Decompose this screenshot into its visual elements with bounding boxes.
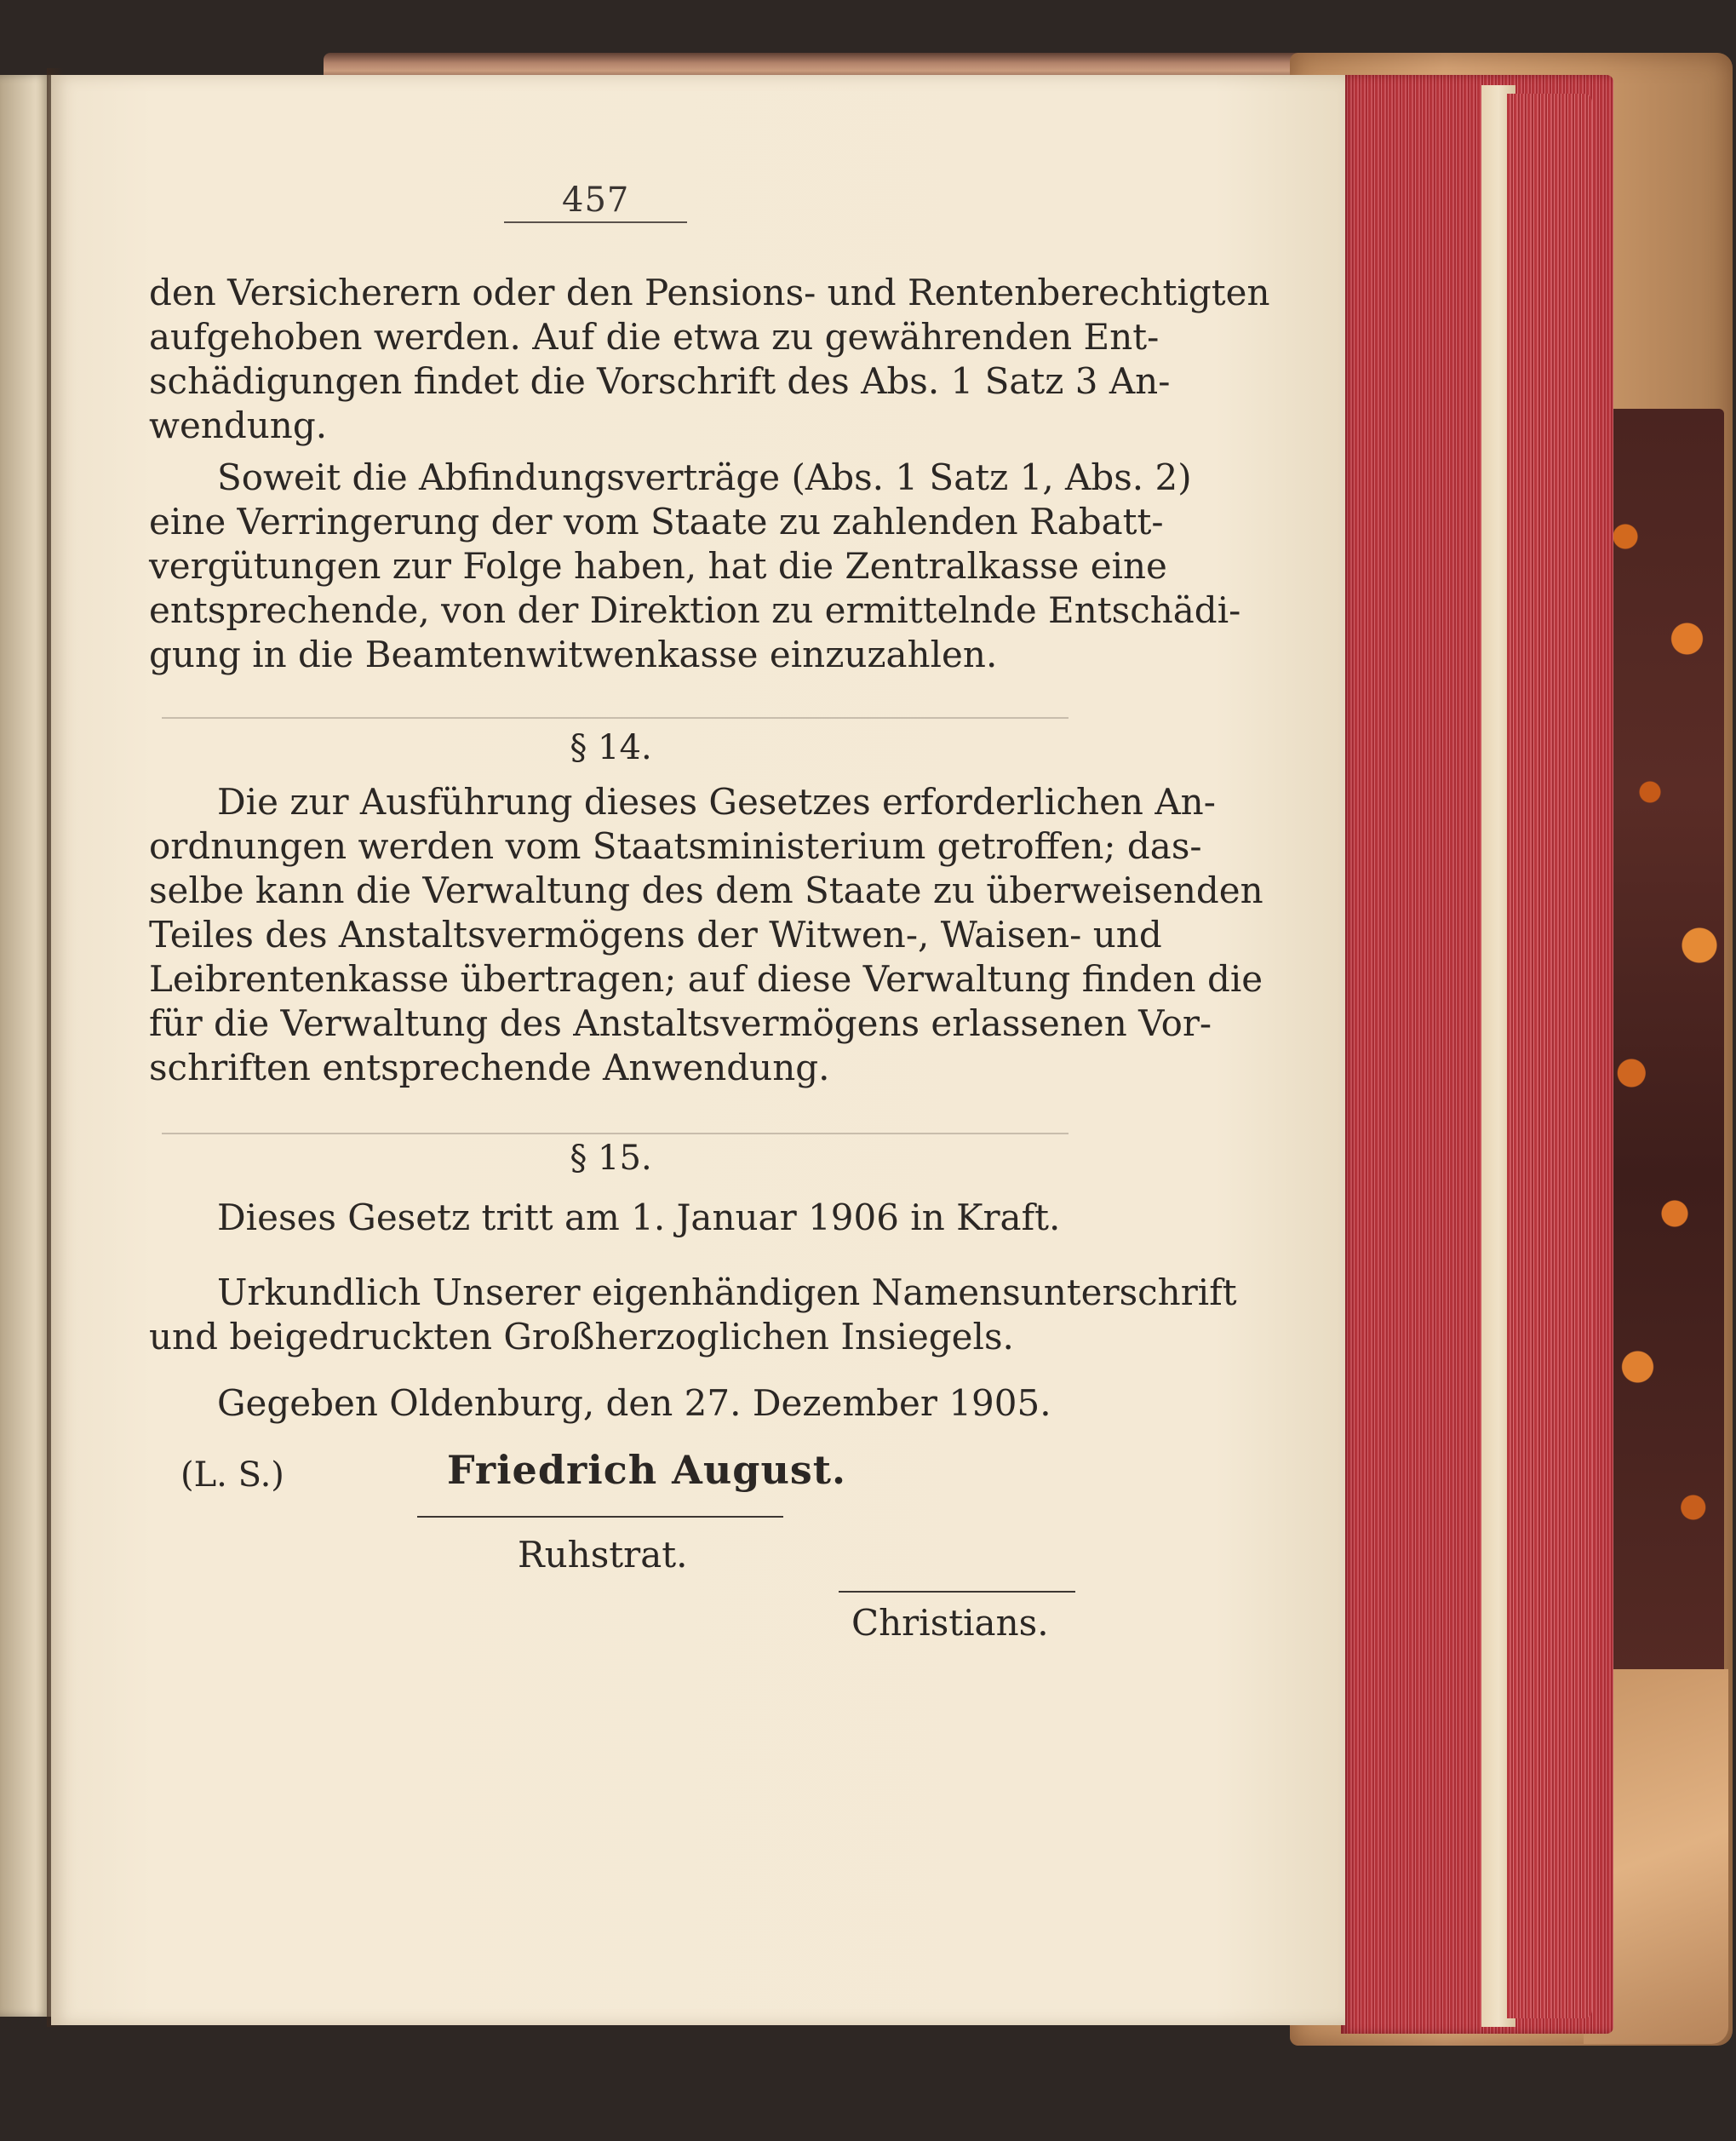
marbled-board	[1601, 409, 1724, 1686]
countersignature: Ruhstrat.	[518, 1534, 688, 1576]
text-line: und beigedruckten Großherzoglichen Insiegels.	[149, 1316, 1014, 1357]
bleedthrough-rule	[162, 1133, 1069, 1134]
bleedthrough-rule	[162, 717, 1069, 719]
text-line: vergütungen zur Folge haben, hat die Zentralkasse eine	[149, 545, 1167, 587]
page-edges-back	[1507, 94, 1592, 2018]
page-number: 457	[562, 181, 630, 220]
text-line: selbe kann die Verwaltung des dem Staate zu überweisenden	[149, 870, 1263, 911]
signature: Friedrich August.	[447, 1447, 847, 1493]
text-line: Teiles des Anstaltsvermögens der Witwen-, Waisen- und	[149, 914, 1162, 956]
countersignature: Christians.	[851, 1602, 1049, 1644]
text-line: den Versicherern oder den Pensions- und Rentenberechtigten	[149, 272, 1270, 313]
text-line: Urkundlich Unserer eigenhändigen Namensunterschrift	[217, 1271, 1237, 1313]
text-line: gung in die Beamtenwitwenkasse einzuzahlen.	[149, 634, 998, 675]
header-rule	[504, 221, 687, 223]
section-14-heading: § 14.	[570, 728, 652, 767]
text-line: schriften entsprechende Anwendung.	[149, 1047, 830, 1088]
date-line: Gegeben Oldenburg, den 27. Dezember 1905.	[217, 1382, 1051, 1424]
countersignature-rule	[839, 1591, 1075, 1593]
text-line: aufgehoben werden. Auf die etwa zu gewährenden Ent-	[149, 316, 1160, 358]
text-line: eine Verringerung der vom Staate zu zahlenden Rabatt-	[149, 501, 1164, 542]
signature-rule	[417, 1516, 783, 1518]
text-line: Soweit die Abfindungsverträge (Abs. 1 Satz 1, Abs. 2)	[217, 456, 1192, 498]
section-15-heading: § 15.	[570, 1139, 652, 1178]
text-line: wendung.	[149, 405, 328, 446]
text-line: Dieses Gesetz tritt am 1. Januar 1906 in Kraft.	[217, 1197, 1061, 1238]
text-line: Die zur Ausführung dieses Gesetzes erforderlichen An-	[217, 781, 1216, 823]
text-line: schädigungen findet die Vorschrift des Abs. 1 Satz 3 An-	[149, 360, 1171, 402]
text-line: entsprechende, von der Direktion zu ermittelnde Entschädi-	[149, 589, 1241, 631]
text-line: für die Verwaltung des Anstaltsvermögens erlassenen Vor-	[149, 1002, 1212, 1044]
text-line: ordnungen werden vom Staatsministerium getroffen; das-	[149, 825, 1202, 867]
text-line: Leibrentenkasse übertragen; auf diese Verwaltung finden die	[149, 958, 1263, 1000]
left-page-fragment	[0, 75, 51, 2017]
seal-mark: (L. S.)	[180, 1455, 284, 1495]
